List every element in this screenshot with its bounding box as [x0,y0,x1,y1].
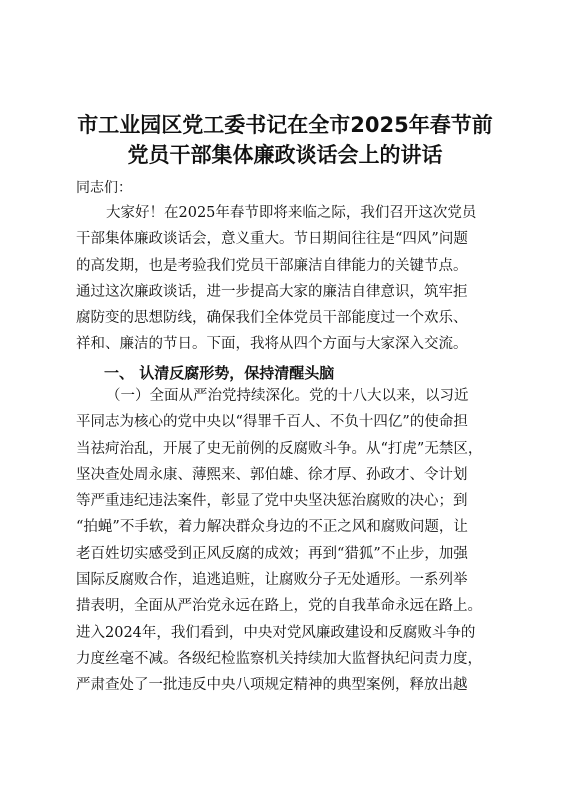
text-line: 当祛疴治乱，开展了史无前例的反腐败斗争。从“打虎”无禁区， [76,440,483,457]
title-line: 市工业园区党工委书记在全市2025年春节前 [77,113,493,137]
text-line: 干部集体廉政谈话会，意义重大。节日期间往往是“四风”问题 [76,231,468,248]
text-line: 国际反腐败合作，追逃追赃，让腐败分子无处遁形。一系列举 [76,572,468,589]
paragraph-2 [76,383,496,699]
text-line: 等严重违纪违法案件，彰显了党中央坚决惩治腐败的决心；到 [76,493,468,510]
text-line: 祥和、廉洁的节日。下面，我将从四个方面与大家深入交流。 [76,336,468,353]
paragraph-1 [76,200,496,358]
text-line: “拍蝇”不手软，着力解决群众身边的不正之风和腐败问题，让 [76,519,468,536]
text-line: 进入2024年，我们看到，中央对党风廉政建设和反腐败斗争的 [76,624,476,641]
text-line: 大家好！在2025年春节即将来临之际，我们召开这次党员 [106,205,477,221]
text-line: 平同志为核心的党中央以“得罪千百人、不负十四亿”的使命担 [76,414,468,431]
text-line: 措表明，全面从严治党永远在路上，党的自我革命永远在路上。 [76,598,482,615]
text-line: （一）全面从严治党持续深化。党的十八大以来，以习近 [106,388,469,404]
text-line: 严肃查处了一批违反中央八项规定精神的典型案例，释放出越 [76,677,468,694]
section-heading: 一、 认清反腐形势，保持清醒头脑 [104,364,335,382]
title-line: 党员干部集体廉政谈话会上的讲话 [127,143,443,167]
text-line: 老百姓切实感受到正风反腐的成效；再到“猎狐”不止步，加强 [76,545,468,562]
text-line: 腐防变的思想防线，确保我们全体党员干部能度过一个欢乐、 [76,310,468,327]
text-line: 力度丝毫不减。各级纪检监察机关持续加大监督执纪问责力度， [76,650,482,667]
salutation: 同志们： [76,180,132,196]
text-line: 的高发期，也是考验我们党员干部廉洁自律能力的关键节点。 [76,257,468,274]
text-line: 坚决查处周永康、薄熙来、郭伯雄、徐才厚、孙政才、令计划 [76,466,468,483]
document-title [0,110,570,170]
text-line: 通过这次廉政谈话，进一步提高大家的廉洁自律意识，筑牢拒 [76,283,468,300]
